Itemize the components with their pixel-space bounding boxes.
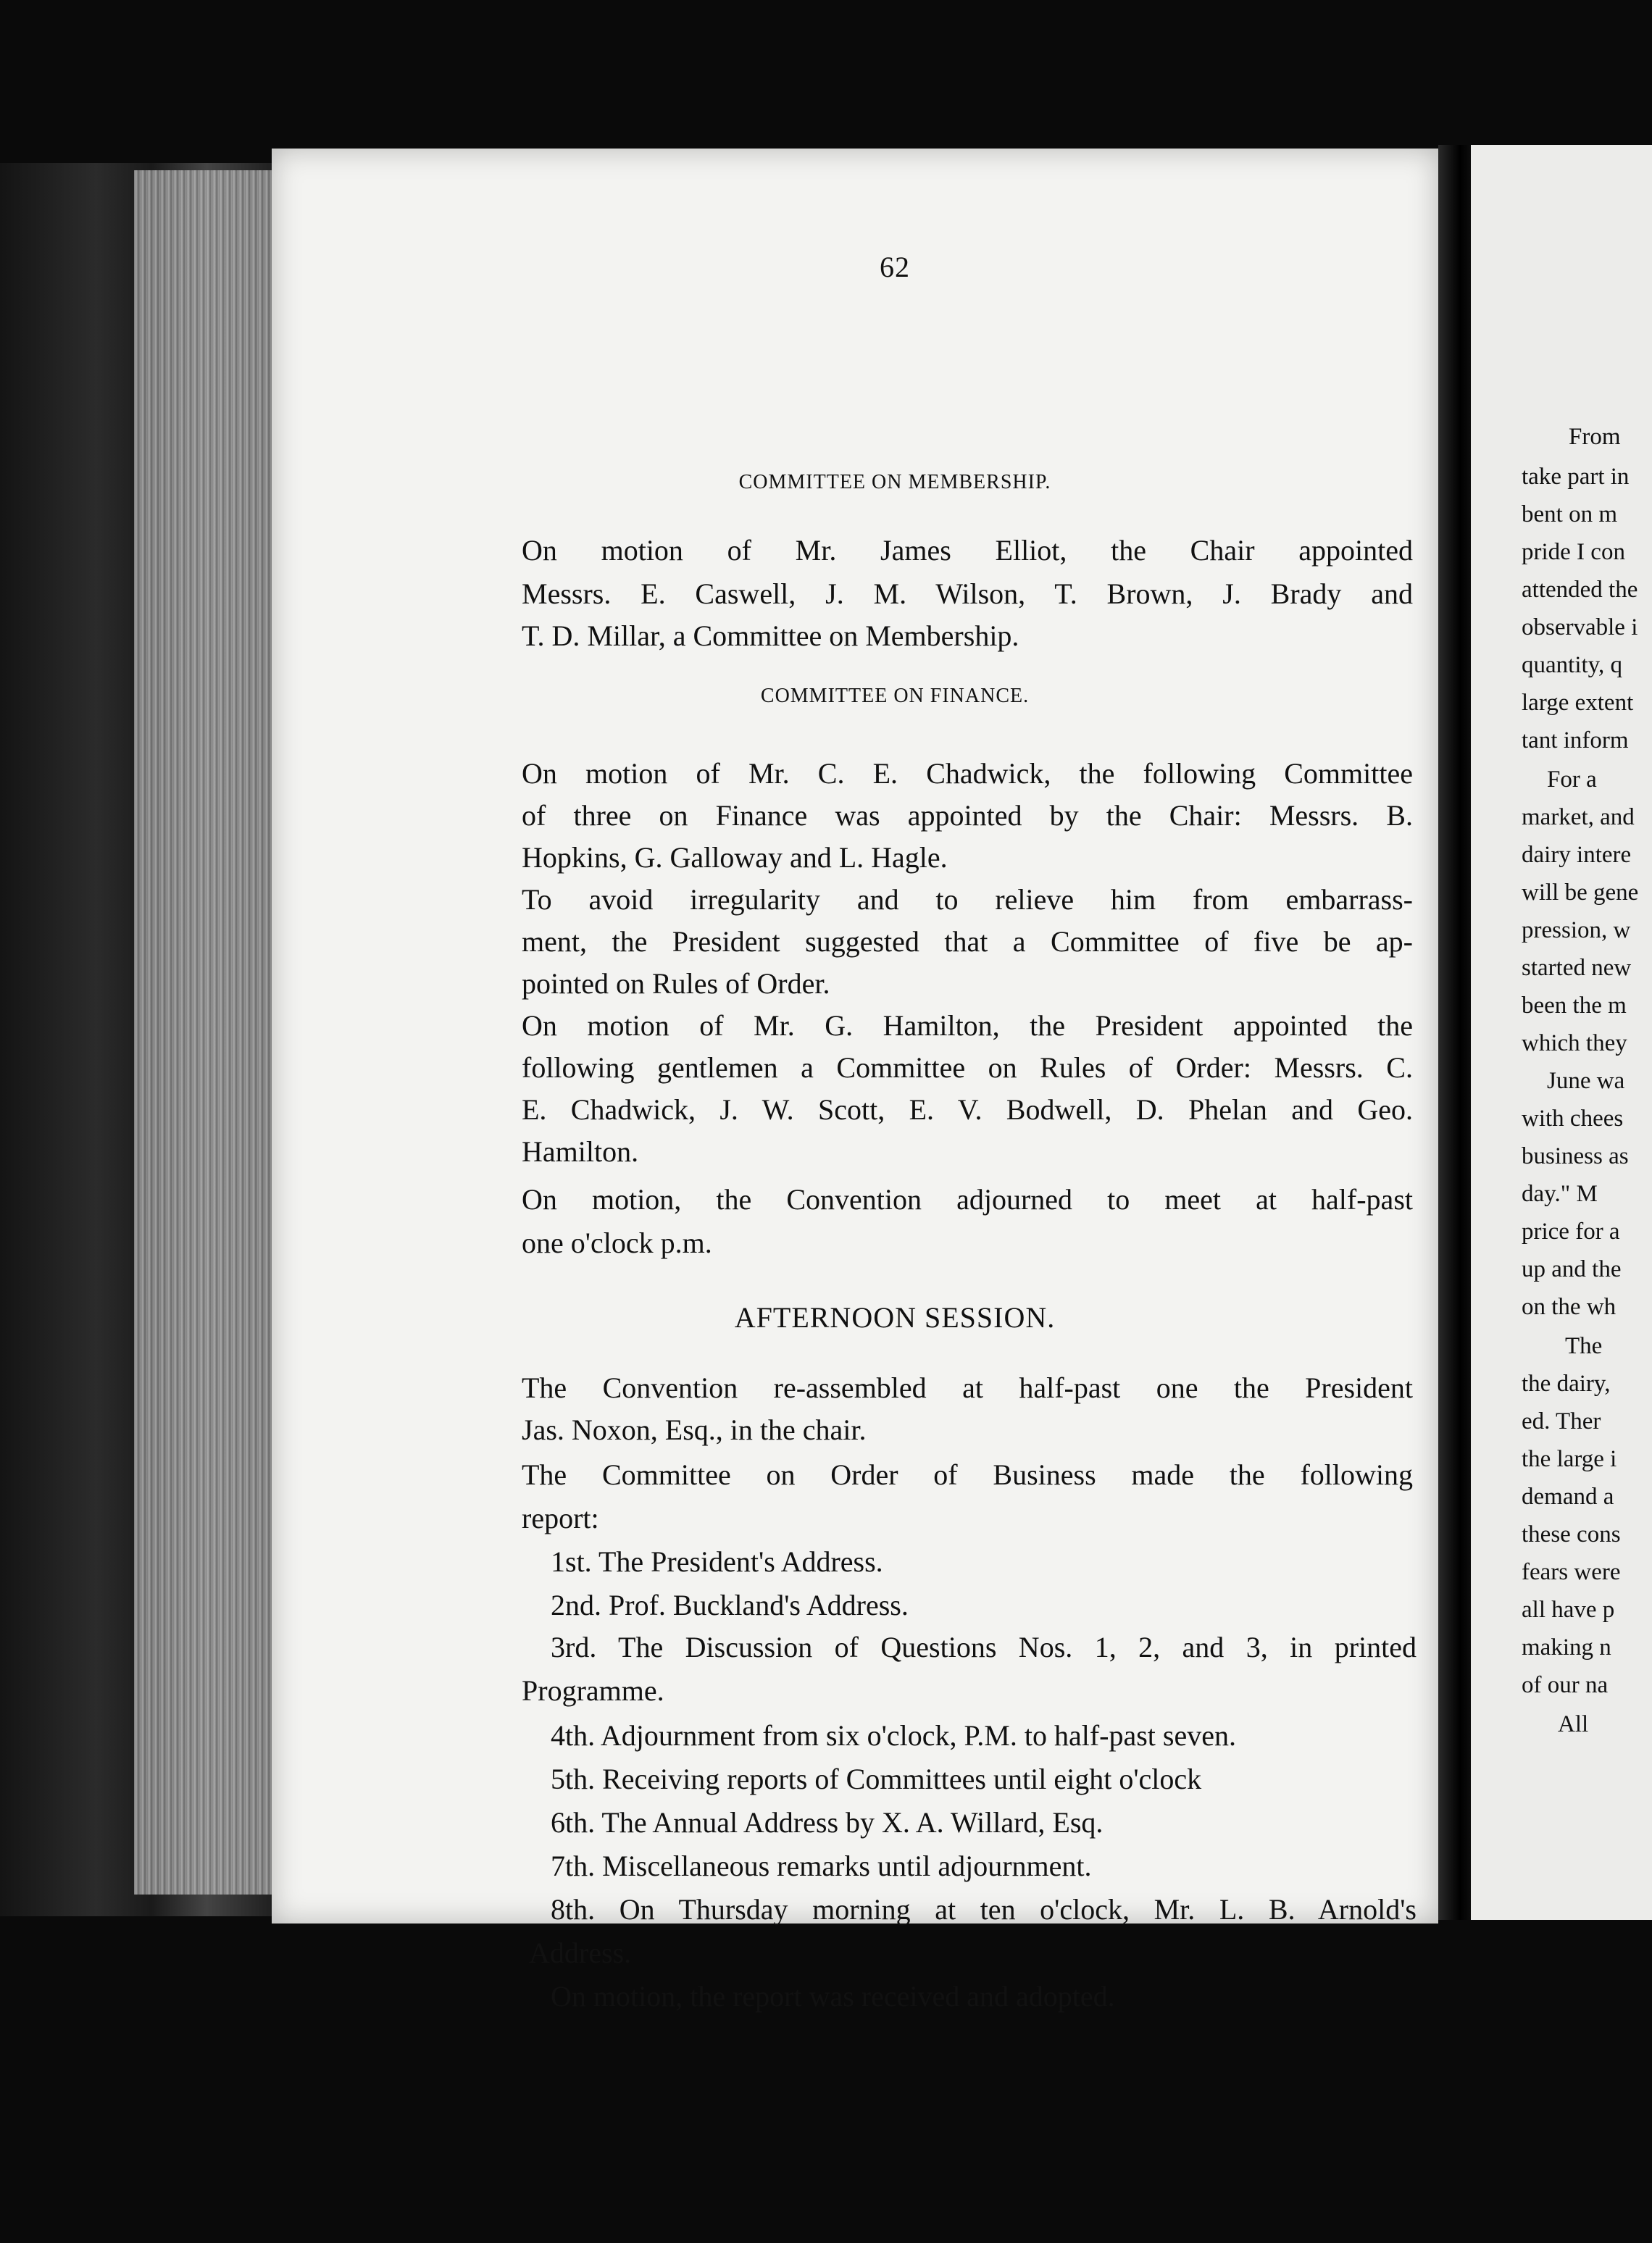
text-line: E. Chadwick, J. W. Scott, E. V. Bodwell, D. Phelan and Geo.	[522, 1093, 1413, 1126]
adjacent-page-line: on the wh	[1522, 1294, 1616, 1320]
text-line: On motion, the report was received and adopted.	[551, 1980, 1115, 2013]
list-item: 1st. The President's Address.	[551, 1545, 883, 1578]
text-line: On motion, the Convention adjourned to meet at half-past	[522, 1183, 1413, 1216]
adjacent-page-line: day." M	[1522, 1181, 1598, 1207]
text-line: of three on Finance was appointed by the Chair: Messrs. B.	[522, 799, 1413, 832]
page-number: 62	[880, 251, 910, 283]
text-line: The Convention re-assembled at half-past one the President	[522, 1371, 1413, 1404]
adjacent-page-line: large extent	[1522, 690, 1634, 716]
adjacent-page-line: with chees	[1522, 1106, 1624, 1132]
adjacent-page-line: market, and	[1522, 804, 1635, 830]
adjacent-page-line: pride I con	[1522, 539, 1625, 565]
adjacent-page-line: started new	[1522, 955, 1632, 981]
text-line: ment, the President suggested that a Committee of five be ap-	[522, 925, 1413, 958]
list-item: 3rd. The Discussion of Questions Nos. 1, 2, and 3, in printed	[551, 1631, 1417, 1663]
text-line: Messrs. E. Caswell, J. M. Wilson, T. Brown, J. Brady and	[522, 577, 1413, 610]
text-line: pointed on Rules of Order.	[522, 967, 830, 1000]
list-item: 8th. On Thursday morning at ten o'clock, Mr. L. B. Arnold's	[551, 1893, 1417, 1926]
text-line: The Committee on Order of Business made the following	[522, 1458, 1413, 1491]
list-item-continued: Address.	[529, 1937, 632, 1969]
text-line: following gentlemen a Committee on Rules of Order: Messrs. C.	[522, 1051, 1413, 1084]
adjacent-page-line: All	[1558, 1711, 1589, 1737]
adjacent-page-line: the large i	[1522, 1446, 1617, 1472]
adjacent-page-line: all have p	[1522, 1597, 1615, 1623]
adjacent-page-line: attended the	[1522, 577, 1638, 603]
text-line: On motion of Mr. C. E. Chadwick, the following Committee	[522, 757, 1413, 790]
adjacent-page-line: dairy intere	[1522, 842, 1632, 868]
text-line: T. D. Millar, a Committee on Membership.	[522, 619, 1019, 652]
section-heading-membership: COMMITTEE ON MEMBERSHIP.	[738, 471, 1051, 493]
adjacent-page-line: the dairy,	[1522, 1371, 1611, 1397]
adjacent-page-line: tant inform	[1522, 727, 1629, 753]
text-line: one o'clock p.m.	[522, 1227, 712, 1259]
adjacent-page-line: ed. Ther	[1522, 1408, 1601, 1434]
list-item-continued: Programme.	[522, 1674, 664, 1707]
list-item: 5th. Receiving reports of Committees until eight o'clock	[551, 1763, 1202, 1795]
list-item: 4th. Adjournment from six o'clock, P.M. to half-past seven.	[551, 1719, 1236, 1752]
adjacent-page-line: price for a	[1522, 1219, 1620, 1245]
text-line: Jas. Noxon, Esq., in the chair.	[522, 1413, 867, 1446]
adjacent-page-line: making n	[1522, 1634, 1611, 1661]
adjacent-page-line: quantity, q	[1522, 652, 1623, 678]
book-page	[272, 149, 1438, 2013]
text-line: Hamilton.	[522, 1135, 639, 1168]
adjacent-page-line: June wa	[1547, 1068, 1625, 1094]
text-line: On motion of Mr. G. Hamilton, the President appointed the	[522, 1009, 1413, 1042]
adjacent-page-line: bent on m	[1522, 501, 1617, 527]
adjacent-page-line: take part in	[1522, 464, 1630, 490]
text-line: To avoid irregularity and to relieve him from embarrass-	[522, 883, 1413, 916]
adjacent-page-line: fears were	[1522, 1559, 1621, 1585]
text-line: Hopkins, G. Galloway and L. Hagle.	[522, 841, 948, 874]
list-item: 7th. Miscellaneous remarks until adjournment.	[551, 1850, 1092, 1882]
adjacent-page-line: pression, w	[1522, 917, 1631, 943]
adjacent-page-line: these cons	[1522, 1521, 1621, 1547]
adjacent-page-line: observable i	[1522, 614, 1638, 640]
adjacent-page-line: which they	[1522, 1030, 1627, 1056]
adjacent-page-line: business as	[1522, 1143, 1629, 1169]
adjacent-page-line: demand a	[1522, 1484, 1614, 1510]
list-item: 6th. The Annual Address by X. A. Willard, Esq.	[551, 1806, 1104, 1839]
text-line: On motion of Mr. James Elliot, the Chair appointed	[522, 534, 1413, 567]
section-heading-finance: COMMITTEE ON FINANCE.	[760, 685, 1030, 707]
page-block-edge	[134, 170, 279, 1895]
adjacent-page-line: From	[1569, 424, 1621, 450]
adjacent-page-line: will be gene	[1522, 880, 1639, 906]
book-gutter	[1438, 145, 1474, 1920]
list-item: 2nd. Prof. Buckland's Address.	[551, 1589, 909, 1621]
section-heading-afternoon: AFTERNOON SESSION.	[734, 1301, 1056, 1334]
adjacent-page-line: For a	[1547, 767, 1597, 793]
adjacent-page-line: up and the	[1522, 1256, 1622, 1282]
adjacent-page-line: been the m	[1522, 993, 1627, 1019]
adjacent-page-line: The	[1565, 1333, 1603, 1359]
text-line: report:	[522, 1502, 599, 1534]
adjacent-page-line: of our na	[1522, 1672, 1609, 1698]
adjacent-page	[1471, 145, 1652, 1920]
